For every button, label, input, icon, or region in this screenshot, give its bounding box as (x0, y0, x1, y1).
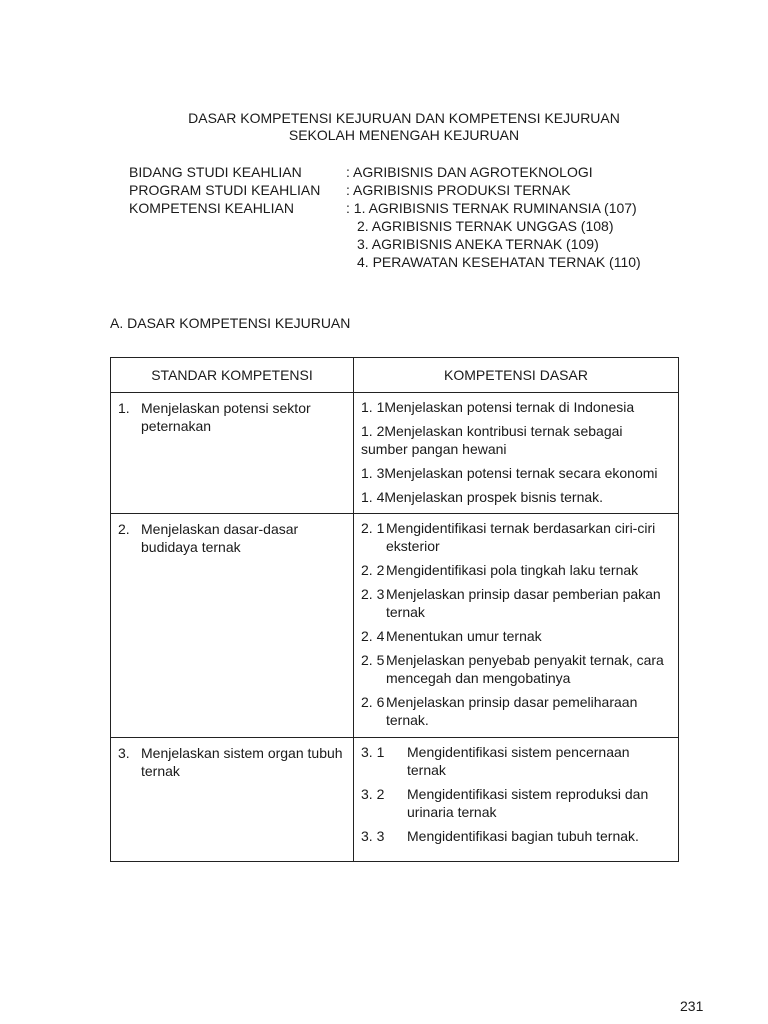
kompetensi-item: 2. AGRIBISNIS TERNAK UNGGAS (108) (357, 218, 614, 234)
standar-text: Menjelaskan potensi sektor peternakan (141, 400, 311, 434)
standar-cell (111, 738, 354, 862)
bidang-label: BIDANG STUDI KEAHLIAN (129, 164, 302, 180)
program-info (129, 163, 641, 271)
program-label: PROGRAM STUDI KEAHLIAN (129, 182, 321, 198)
standar-number: 1. (118, 400, 130, 416)
kd-item: 1. 1Menjelaskan potensi ternak di Indonesia (361, 399, 635, 415)
kd-item: 2. 5 Menjelaskan penyebab penyakit ternak, cara mencegah dan mengobatinya (361, 652, 664, 686)
competency-table (110, 357, 679, 862)
kompetensi-item: 3. AGRIBISNIS ANEKA TERNAK (109) (357, 236, 599, 252)
kompetensi-dasar-cell (354, 393, 679, 514)
standar-number: 2. (118, 521, 130, 537)
kd-item: 1. 4Menjelaskan prospek bisnis ternak. (361, 489, 604, 505)
col-header-standar: STANDAR KOMPETENSI (111, 358, 354, 393)
program-row (129, 181, 641, 199)
title-line-2: SEKOLAH MENENGAH KEJURUAN (288, 127, 520, 143)
kompetensi-dasar-cell (354, 738, 679, 862)
kd-item: 2. 4 Menentukan umur ternak (361, 628, 542, 644)
standar-text: Menjelaskan sistem organ tubuh ternak (141, 745, 343, 779)
standar-cell (111, 393, 354, 514)
kd-item: 2. 6 Menjelaskan prinsip dasar pemeliharaan ternak. (361, 694, 638, 728)
table-row (111, 393, 679, 514)
table-row (111, 514, 679, 738)
section-title: A. DASAR KOMPETENSI KEJURUAN (110, 315, 351, 331)
bidang-row (129, 163, 641, 181)
kd-item: 1. 2Menjelaskan kontribusi ternak sebagai sumber pangan hewani (361, 423, 623, 457)
title-line-1: DASAR KOMPETENSI KEJURUAN DAN KOMPETENSI KEJURUAN (188, 110, 620, 126)
kd-item: 2. 3 Menjelaskan prinsip dasar pemberian pakan ternak (361, 586, 661, 620)
kompetensi-item: : 1. AGRIBISNIS TERNAK RUMINANSIA (107) (346, 200, 637, 216)
bidang-value: : AGRIBISNIS DAN AGROTEKNOLOGI (346, 164, 593, 180)
page-title (0, 110, 768, 144)
kd-item: 3. 3 Mengidentifikasi bagian tubuh ternak. (361, 828, 639, 844)
kompetensi-label: KOMPETENSI KEAHLIAN (129, 200, 294, 216)
table-header-row (111, 358, 679, 393)
kompetensi-dasar-cell (354, 514, 679, 738)
table-row (111, 738, 679, 862)
standar-cell (111, 514, 354, 738)
kompetensi-item: 4. PERAWATAN KESEHATAN TERNAK (110) (357, 254, 641, 270)
kd-item: 2. 1 Mengidentifikasi ternak berdasarkan ciri-ciri eksterior (361, 520, 656, 554)
page-number: 231 (680, 998, 704, 1014)
col-header-kompetensi-dasar: KOMPETENSI DASAR (354, 358, 679, 393)
kompetensi-row (129, 199, 641, 217)
kd-item: 3. 2 Mengidentifikasi sistem reproduksi dan urinaria ternak (361, 786, 649, 820)
program-value: : AGRIBISNIS PRODUKSI TERNAK (346, 182, 571, 198)
kd-item: 3. 1 Mengidentifikasi sistem pencernaan ternak (361, 744, 630, 778)
kd-item: 2. 2 Mengidentifikasi pola tingkah laku ternak (361, 562, 639, 578)
kd-item: 1. 3Menjelaskan potensi ternak secara ekonomi (361, 465, 658, 481)
standar-number: 3. (118, 745, 130, 761)
standar-text: Menjelaskan dasar-dasar budidaya ternak (141, 521, 299, 555)
